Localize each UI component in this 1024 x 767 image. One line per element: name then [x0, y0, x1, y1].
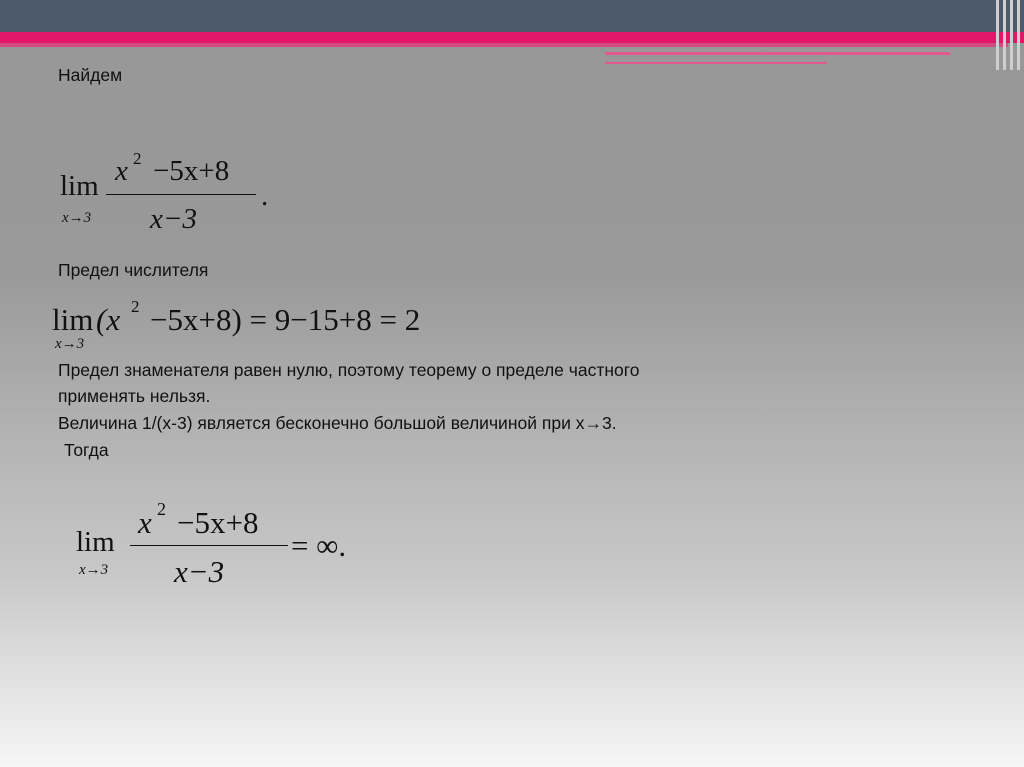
lim-label: lim — [76, 526, 115, 558]
lim-label: lim — [52, 302, 94, 337]
numerator-x: x — [115, 155, 128, 187]
numerator-rest: −5x+8 — [177, 505, 259, 540]
expression-rest: −5x+8) = 9−15+8 = 2 — [150, 302, 421, 337]
accent-stripe — [0, 43, 1008, 47]
fraction-bar — [106, 194, 256, 195]
paragraph-infinite-value: Величина 1/(х-3) является бесконечно большой величиной при х→3. — [58, 413, 617, 433]
accent-thin-line — [605, 52, 950, 55]
corner-stripe — [1017, 0, 1020, 70]
expression-power: 2 — [131, 297, 140, 316]
expression-open: (x — [96, 302, 121, 337]
paragraph-numerator-limit: Предел числителя — [58, 260, 209, 280]
paragraph-then: Тогда — [64, 440, 109, 460]
corner-stripe — [1003, 0, 1006, 70]
lim-subscript: x→3 — [55, 336, 85, 352]
corner-stripe — [1010, 0, 1013, 70]
numerator-rest: −5x+8 — [153, 155, 230, 187]
formula-period: . — [261, 180, 269, 212]
header-bar — [0, 0, 1024, 32]
paragraph-denominator-line1: Предел знаменателя равен нулю, поэтому теорему о пределе частного — [58, 360, 640, 380]
paragraph-denominator-line2: применять нельзя. — [58, 386, 211, 406]
paragraph-find: Найдем — [58, 65, 123, 85]
numerator-power: 2 — [133, 149, 142, 168]
lim-label: lim — [60, 170, 99, 202]
numerator-power: 2 — [157, 499, 166, 519]
equals-infinity: = ∞. — [291, 528, 347, 563]
denominator: x−3 — [150, 203, 197, 235]
numerator-x: x — [138, 505, 152, 540]
corner-stripe — [996, 0, 999, 70]
accent-thin-line — [605, 62, 827, 64]
fraction-bar — [130, 545, 288, 546]
denominator: x−3 — [174, 554, 225, 589]
lim-subscript: x→3 — [79, 562, 109, 578]
lim-subscript: x→3 — [62, 210, 92, 226]
accent-bar — [0, 32, 1024, 43]
